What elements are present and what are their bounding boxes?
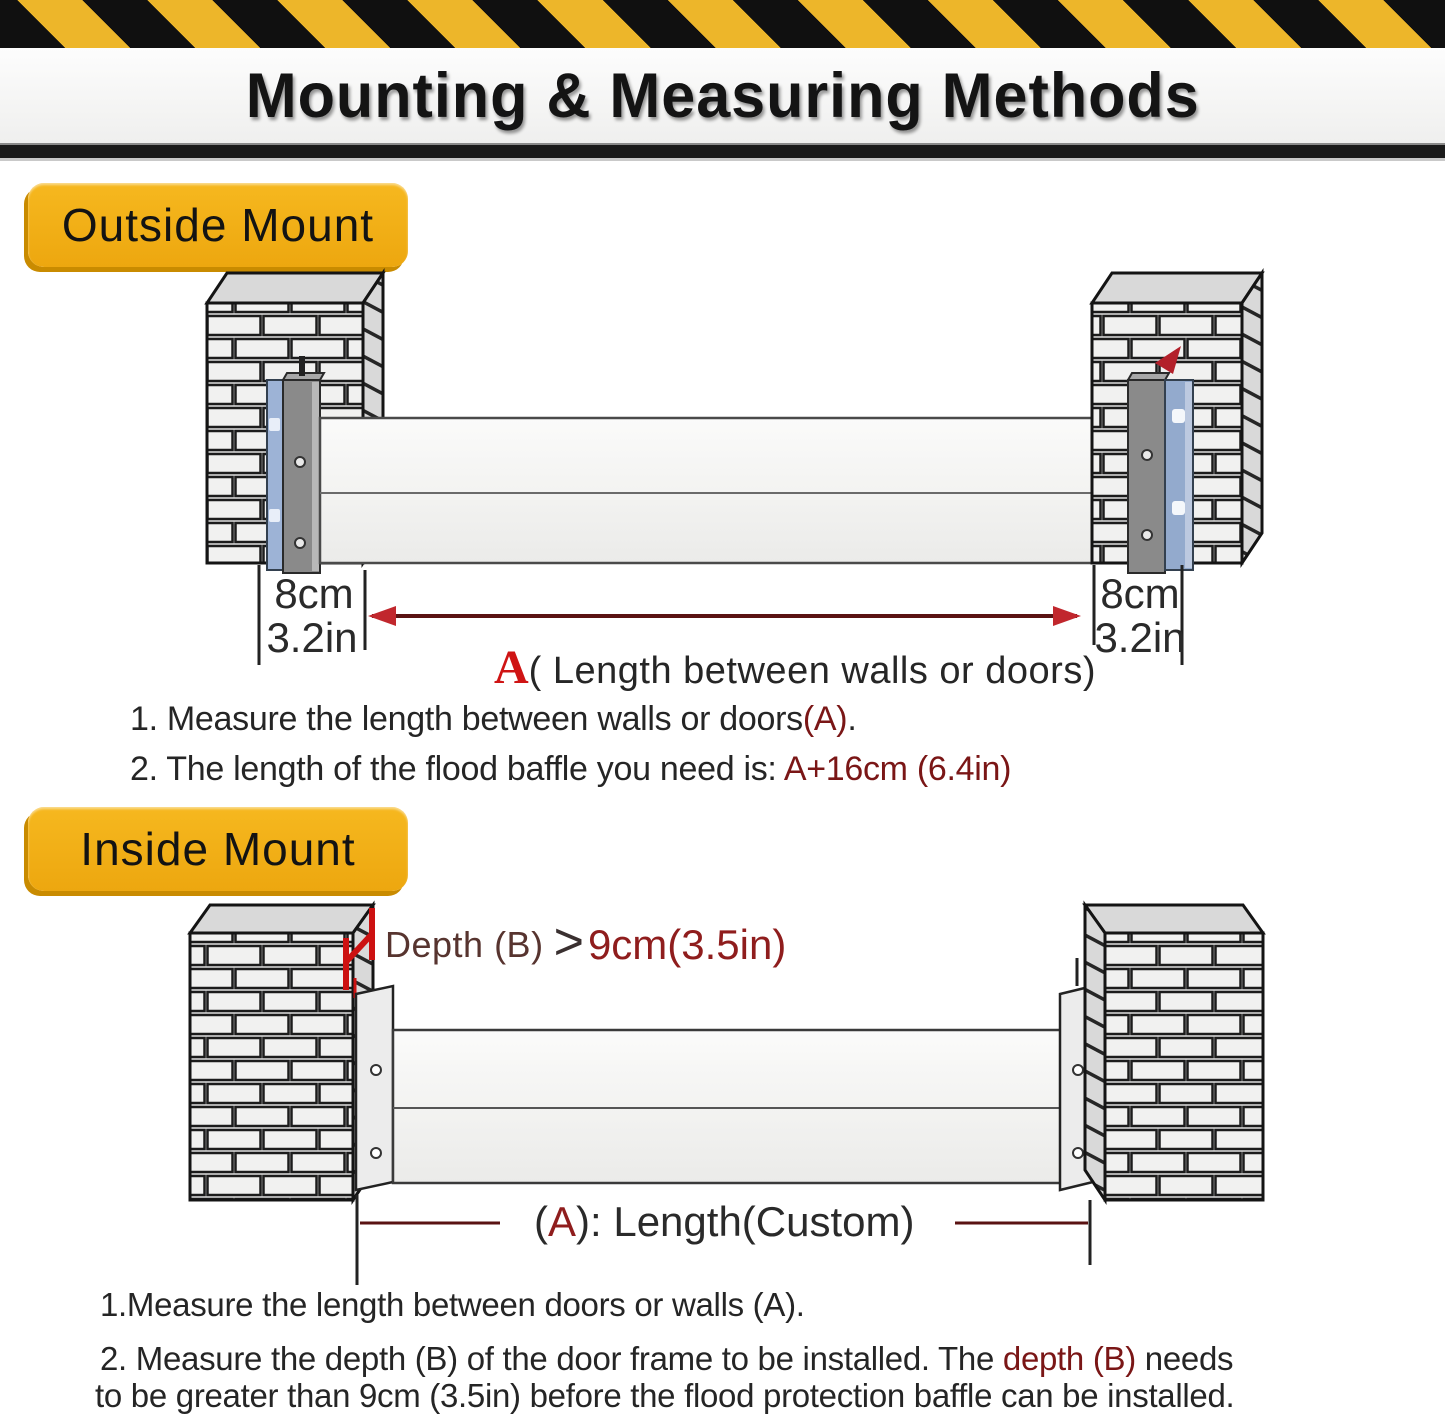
outside-mount-badge bbox=[28, 183, 408, 267]
depth-label bbox=[385, 912, 786, 978]
greater-than-symbol: > bbox=[553, 913, 584, 971]
title-divider-light bbox=[0, 158, 1445, 161]
dim-left-in: 3.2in bbox=[266, 614, 358, 661]
dim-left-cm: 8cm bbox=[274, 570, 354, 617]
step-text: 2. Measure the depth (B) of the door frame to be installed. The bbox=[100, 1340, 1003, 1377]
depth-text: Depth (B) bbox=[385, 924, 544, 965]
flood-barrier-panels bbox=[320, 418, 1130, 563]
dim-right-cm: 8cm bbox=[1100, 570, 1180, 617]
inside-channel-left bbox=[356, 986, 393, 1190]
hazard-stripe-banner bbox=[0, 0, 1445, 48]
outside-step-1 bbox=[130, 700, 856, 739]
paren-open: ( bbox=[534, 1198, 548, 1245]
mounting-channel-right bbox=[1128, 346, 1193, 573]
brick-pillar-right-inside bbox=[1085, 905, 1263, 1200]
inside-step-1 bbox=[100, 1286, 805, 1324]
flood-barrier-panels-inside bbox=[393, 1030, 1062, 1183]
span-label-text: ( Length between walls or doors) bbox=[528, 650, 1096, 692]
inside-step-2-line2 bbox=[95, 1377, 1234, 1415]
outside-mount-badge-label: Outside Mount bbox=[61, 199, 375, 251]
step-text: to be greater than 9cm (3.5in) before the flood protection baffle can be installed. bbox=[95, 1377, 1235, 1414]
inside-mount-badge-label: Inside Mount bbox=[80, 823, 356, 875]
inside-step-2 bbox=[100, 1340, 1233, 1378]
step-em: A+16cm (6.4in) bbox=[783, 750, 1012, 788]
title-bar bbox=[0, 48, 1445, 143]
step-text: needs bbox=[1135, 1340, 1234, 1377]
page-title: Mounting & Measuring Methods bbox=[245, 60, 1200, 131]
span-a-label bbox=[494, 640, 1096, 695]
outside-step-2 bbox=[130, 750, 1011, 789]
step-text: 2. The length of the flood baffle you need is: bbox=[130, 750, 784, 788]
length-custom-label bbox=[534, 1198, 914, 1246]
step-text: 1. Measure the length between walls or doors bbox=[130, 700, 803, 738]
span-letter-a: A bbox=[494, 641, 529, 694]
mounting-channel-left bbox=[267, 356, 324, 573]
step-text: 1.Measure the length between doors or walls (A). bbox=[100, 1286, 805, 1323]
length-letter-a: A bbox=[548, 1198, 577, 1245]
length-rest: ): Length(Custom) bbox=[576, 1198, 915, 1245]
depth-value: 9cm(3.5in) bbox=[587, 921, 787, 968]
inside-mount-badge bbox=[28, 807, 408, 891]
step-em: depth (B) bbox=[1002, 1340, 1136, 1377]
step-text: . bbox=[847, 700, 857, 738]
dim-right-in: 3.2in bbox=[1094, 614, 1186, 661]
gasket-strip-left bbox=[267, 380, 283, 570]
title-divider bbox=[0, 143, 1445, 158]
step-em: (A) bbox=[802, 700, 848, 738]
